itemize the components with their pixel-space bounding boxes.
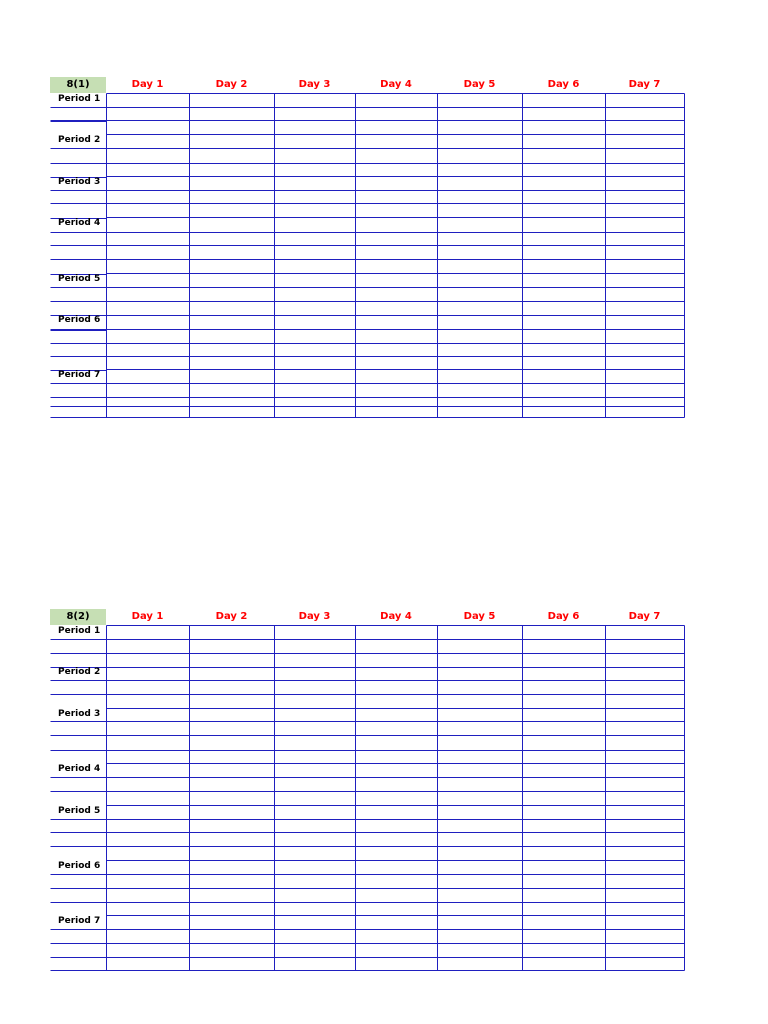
class-label: 8(1): [50, 77, 106, 93]
timetable-grid: [50, 609, 685, 971]
period-label: Period 1: [58, 626, 101, 636]
period-label: Period 3: [58, 709, 101, 719]
day-header: Day 3: [298, 79, 331, 90]
day-header: Day 6: [547, 611, 580, 622]
day-header: Day 2: [215, 79, 248, 90]
day-header: Day 5: [463, 79, 496, 90]
day-header: Day 4: [380, 79, 412, 90]
timetable-8-1: [50, 77, 685, 418]
timetable-8-2: [50, 609, 685, 971]
day-header: Day 2: [215, 611, 248, 622]
day-header: Day 4: [380, 611, 412, 622]
day-header: Day 1: [131, 79, 164, 90]
day-header: Day 5: [463, 611, 496, 622]
period-label: Period 4: [58, 764, 101, 774]
period-label: Period 1: [58, 94, 101, 104]
period-label: Period 5: [58, 274, 101, 284]
period-label: Period 2: [58, 667, 101, 677]
period-label: Period 6: [58, 315, 101, 325]
period-label: Period 3: [58, 177, 101, 187]
day-header: Day 1: [131, 611, 164, 622]
class-label: 8(2): [50, 609, 106, 625]
period-label: Period 4: [58, 218, 101, 228]
period-label: Period 7: [58, 916, 101, 926]
day-header: Day 3: [298, 611, 331, 622]
day-header: Day 7: [628, 611, 661, 622]
period-label: Period 2: [58, 135, 101, 145]
day-header: Day 7: [628, 79, 661, 90]
timetable-grid: [50, 77, 685, 418]
period-label: Period 7: [58, 370, 101, 380]
period-label: Period 6: [58, 861, 101, 871]
day-header: Day 6: [547, 79, 580, 90]
period-label: Period 5: [58, 806, 101, 816]
